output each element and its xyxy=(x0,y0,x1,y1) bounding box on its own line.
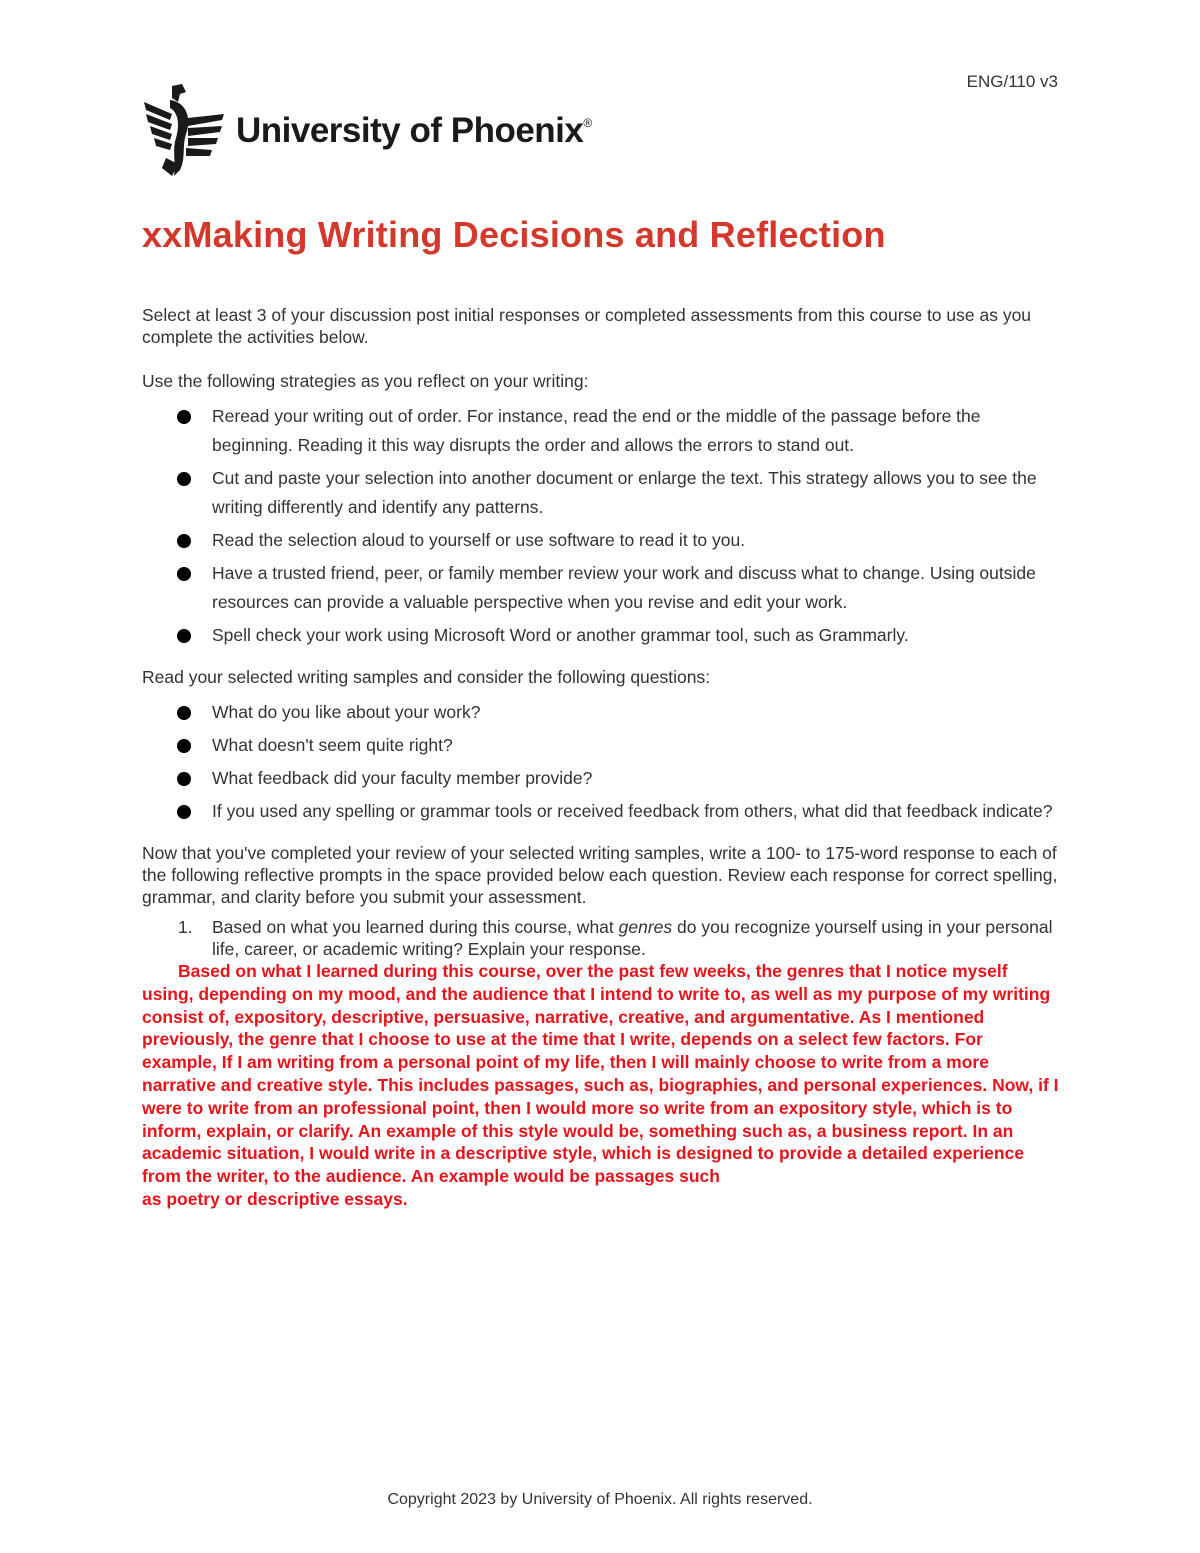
intro-paragraph: Select at least 3 of your discussion post initial responses or completed assessments from this course to use as you complete the activities below. xyxy=(142,305,1032,347)
logo-wordmark: University of Phoenix xyxy=(236,110,584,150)
questions-lead: Read your selected writing samples and consider the following questions: xyxy=(142,667,711,687)
student-answer xyxy=(142,960,1062,1211)
prompt-item xyxy=(142,916,1062,960)
list-item xyxy=(142,698,1062,727)
strategies-lead: Use the following strategies as you reflect on your writing: xyxy=(142,371,589,391)
bullet-icon xyxy=(177,805,191,819)
strategy-text: Cut and paste your selection into another document or enlarge the text. This strategy allows you to see the writing differently and identify any patterns. xyxy=(212,468,1037,517)
question-text: What do you like about your work? xyxy=(212,702,481,722)
strategy-text: Reread your writing out of order. For instance, read the end or the middle of the passage before the beginning. Reading it this way disrupts the order and allows the errors to stand out. xyxy=(212,406,981,455)
strategy-text: Read the selection aloud to yourself or use software to read it to you. xyxy=(212,530,746,550)
list-item xyxy=(142,402,1062,460)
bullet-icon xyxy=(177,629,191,643)
list-item xyxy=(142,764,1062,793)
registered-mark: ® xyxy=(583,115,592,130)
list-item xyxy=(142,559,1062,617)
bullet-icon xyxy=(177,706,191,720)
bullet-icon xyxy=(177,772,191,786)
answer-last-line: as poetry or descriptive essays. xyxy=(142,1188,408,1209)
phoenix-bird-icon xyxy=(142,84,226,176)
bullet-icon xyxy=(177,410,191,424)
bullet-icon xyxy=(177,472,191,486)
prompt-number: 1. xyxy=(178,917,193,937)
question-text: If you used any spelling or grammar tools or received feedback from others, what did that feedback indicate? xyxy=(212,801,1053,821)
course-code: ENG/110 v3 xyxy=(966,72,1058,91)
logo-text xyxy=(236,110,592,150)
university-logo xyxy=(142,84,592,176)
response-instructions: Now that you've completed your review of your selected writing samples, write a 100- to 175-word response to each of the following reflective prompts in the space provided below each question. Review each response for correct spelling, grammar, and clarity before you submit your assessment. xyxy=(142,843,1058,907)
question-text: What feedback did your faculty member provide? xyxy=(212,768,593,788)
bullet-icon xyxy=(177,739,191,753)
copyright-footer: Copyright 2023 by University of Phoenix. All rights reserved. xyxy=(387,1491,813,1508)
question-text: What doesn't seem quite right? xyxy=(212,735,453,755)
bullet-icon xyxy=(177,534,191,548)
document-body xyxy=(142,304,1062,1211)
answer-text: Based on what I learned during this course, over the past few weeks, the genres that I notice myself using, depending on my mood, and the audience that I intend to write to, as well as my purpose of my writing consist of, expository, descriptive, persuasive, narrative, creative, and argumentative. As I mentioned previously, the genre that I choose to use at the time that I write, depends on a select few factors. For example, If I am writing from a personal point of my life, then I will mainly choose to write from a more narrative and creative style. This includes passages, such as, biographies, and personal experiences. Now, if I were to write from an professional point, then I would more so write from an expository style, which is to inform, explain, or clarify. An example of this style would be, something such as, a business report. In an academic situation, I would write in a descriptive style, which is designed to provide a detailed experience from the writer, to the audience. An example would be passages such xyxy=(142,961,1059,1187)
prompt-text-before: Based on what you learned during this course, what xyxy=(212,917,619,937)
list-item xyxy=(142,621,1062,650)
list-item xyxy=(142,797,1062,826)
list-item xyxy=(142,526,1062,555)
bullet-icon xyxy=(177,567,191,581)
strategy-text: Spell check your work using Microsoft Word or another grammar tool, such as Grammarly. xyxy=(212,625,909,645)
questions-list xyxy=(142,698,1062,826)
prompts-list xyxy=(142,916,1062,960)
list-item xyxy=(142,731,1062,760)
list-item xyxy=(142,464,1062,522)
page-title: xxMaking Writing Decisions and Reflection xyxy=(142,214,886,255)
prompt-emphasis: genres xyxy=(618,917,673,937)
prompt-text-after: do you recognize yourself using in your personal life, career, or academic writing? Explain your response. xyxy=(212,917,1053,959)
strategy-text: Have a trusted friend, peer, or family member review your work and discuss what to change. Using outside resources can provide a valuable perspective when you revise and edit your work. xyxy=(212,563,1036,612)
strategies-list xyxy=(142,402,1062,650)
